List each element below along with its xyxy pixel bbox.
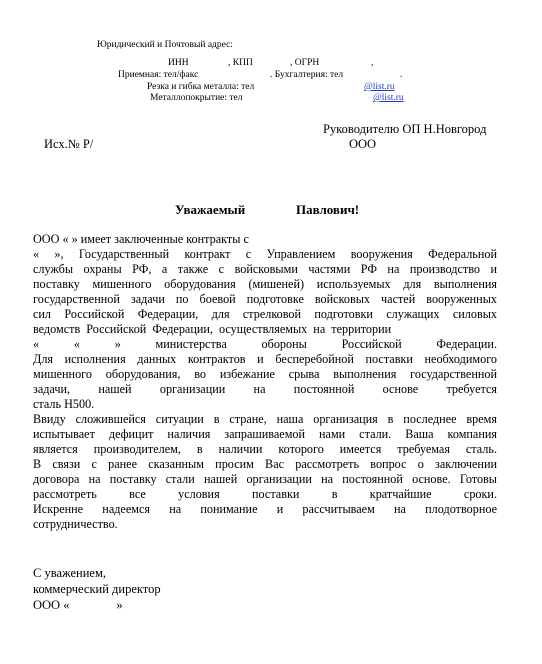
- recipient-line1: Руководителю ОП Н.Новгород: [323, 122, 487, 136]
- body-line: сотрудничество.: [33, 517, 118, 531]
- body-line: « », Государственный контракт с Управлением вооружения Федеральной: [33, 247, 497, 261]
- ogrn-label: , ОГРН: [290, 58, 320, 68]
- body-line: государственной задачи по боевой подготовке войсковых частей вооруженных: [33, 292, 497, 306]
- body-line: В связи с ранее сказанным просим Вас рассмотреть вопрос о заключении: [33, 457, 497, 471]
- body-line: « « » министерства обороны Российской Федерации.: [33, 337, 497, 351]
- greeting-word2: Павлович!: [296, 202, 360, 217]
- accounting-dot: .: [400, 70, 403, 80]
- body-line: службы охраны РФ, а также с войсковыми частями РФ на производство и: [33, 262, 497, 276]
- body-line: Ввиду сложившейся ситуации в стране, наша организация в последнее время: [33, 412, 497, 426]
- body-line: Для исполнения данных контрактов и бесперебойной поставки необходимого: [33, 352, 497, 366]
- body-line: задачи, нашей организации на постоянной основе требуется: [33, 382, 497, 396]
- body-line: сил Российской Федерации, для стрелковой подготовки служащих силовых: [33, 307, 497, 321]
- reference-number: Исх.№ Р/: [44, 137, 94, 151]
- body-line: ООО « » имеет заключенные контракты с: [33, 232, 249, 246]
- cutting-email-link[interactable]: @list.ru: [364, 82, 395, 92]
- body-line: мишенного оборудования, во избежание срыва выполнения государственной: [33, 367, 497, 381]
- body-line: договора на поставку стали нашей организации на постоянной основе. Готовы: [33, 472, 497, 486]
- ogrn-comma: ,: [371, 58, 374, 68]
- body-line: ведомств Российской Федерации, осуществляемых на территории: [33, 322, 392, 336]
- body-line: Искренне надеемся на понимание и рассчитываем на плодотворное: [33, 502, 497, 516]
- signature-company: ООО « »: [33, 598, 123, 612]
- body-line: сталь Н500.: [33, 397, 95, 411]
- body-line: испытывает дефицит наличия запрашиваемой нами стали. Ваша компания: [33, 427, 497, 441]
- accounting-label: . Бухгалтерия: тел: [270, 70, 344, 80]
- recipient-line2: ООО: [349, 137, 377, 151]
- body-line: поставку мишенного оборудования (мишеней) используемых для выполнения: [33, 277, 497, 291]
- cutting-label: Резка и гибка металла: тел: [147, 82, 255, 92]
- body-line: является производителем, в наличии которого имеется требуемая сталь.: [33, 442, 497, 456]
- signature-closing: С уважением,: [33, 566, 106, 580]
- inn-label: ИНН: [168, 58, 189, 68]
- greeting-word1: Уважаемый: [175, 202, 246, 217]
- body-line: рассмотреть все условия поставки в кратчайшие сроки.: [33, 487, 497, 501]
- rolling-email-link[interactable]: @list.ru: [373, 93, 404, 103]
- kpp-label: , КПП: [228, 58, 253, 68]
- signature-title: коммерческий директор: [33, 582, 161, 596]
- address-label: Юридический и Почтовый адрес:: [97, 40, 233, 50]
- reception-label: Приемная: тел/факс: [118, 70, 199, 80]
- rolling-label: Металлопокрытие: тел: [150, 93, 243, 103]
